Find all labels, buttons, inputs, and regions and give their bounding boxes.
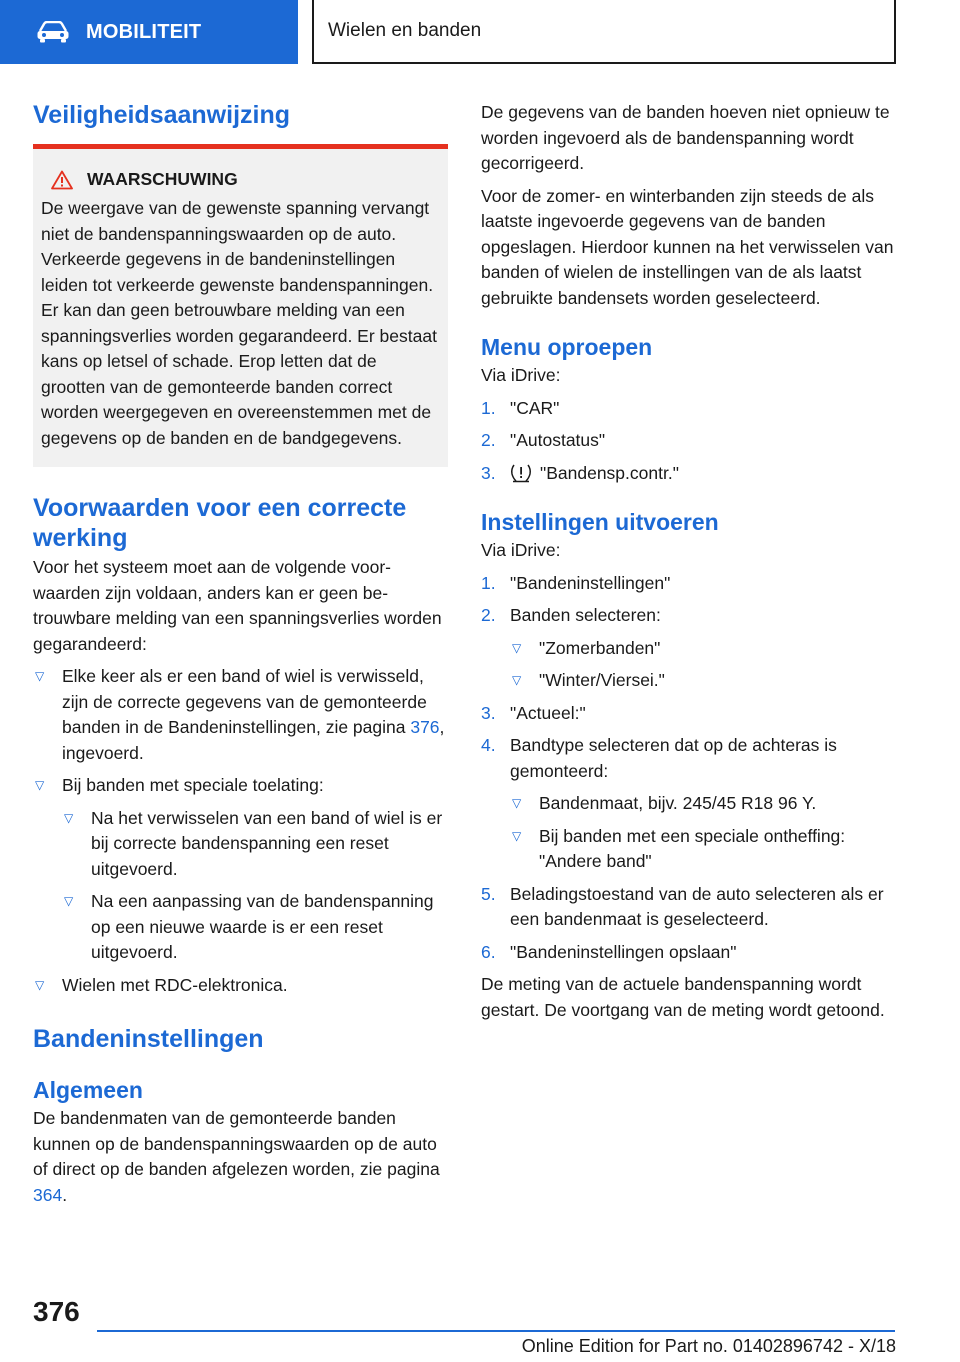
car-icon: [36, 21, 70, 43]
footer-divider: [97, 1330, 895, 1332]
right-column: [481, 100, 897, 1023]
list-item: 5. Beladingstoestand van de auto selecteren als er een bandenmaat is geselecteerd.: [481, 883, 884, 929]
list-item: 4. Bandtype selecteren dat op de achteras is gemonteerd: ▽ Bandenmaat, bijv. 245/45 R18 96 Y. ▽ Bij banden met een speciale ontheffing: "Andere band": [481, 733, 897, 875]
list-item: 1. "Bandeninstellingen": [481, 572, 671, 593]
menu-via: Via iDrive:: [481, 365, 561, 385]
sub-list: [510, 636, 897, 694]
list-item: ▽ Wielen met RDC-elektronica.: [33, 973, 448, 999]
section-title: MOBILITEIT: [86, 20, 202, 43]
heading-tire-settings: Bandeninstellingen: [33, 1025, 264, 1053]
page-number: 376: [33, 1296, 80, 1327]
paragraph-summer-winter: Voor de zomer- en winterbanden zijn steeds de als laatste ingevoerde gegevens van de banden opgeslagen. Hierdoor kunnen na het verwisselen van banden of wielen de instellingen van de als laatst gebruikte bandensets worden geselecteerd.: [481, 185, 894, 308]
settings-via: Via iDrive:: [481, 540, 561, 560]
heading-general: Algemeen: [33, 1077, 143, 1103]
list-item: ▽ Bandenmaat, bijv. 245/45 R18 96 Y.: [510, 791, 897, 817]
warning-box: [33, 144, 448, 467]
paragraph-no-reentry: De gegevens van de banden hoeven niet opnieuw te worden ingevoerd als de bandenspanning wordt gecorrigeerd.: [481, 102, 890, 173]
list-item: ▽ Bij banden met een speciale ontheffing: "Andere band": [510, 824, 897, 875]
heading-settings: Instellingen uitvoeren: [481, 509, 719, 535]
footer-edition: Online Edition for Part no. 01402896742 - X/18: [521, 1336, 896, 1356]
warning-triangle-icon: [51, 170, 73, 190]
page-link-376[interactable]: 376: [410, 717, 440, 737]
warning-title: WAARSCHUWING: [87, 169, 238, 189]
warning-title-row: [41, 169, 440, 190]
menu-steps: [481, 396, 897, 487]
requirements-list: [33, 664, 448, 998]
list-item: ▽ "Winter/Viersei.": [510, 668, 897, 694]
list-item: 2. Banden selecteren: ▽ "Zomerbanden" ▽ "Winter/Viersei.": [481, 603, 897, 694]
list-item: 3. "Actueel:": [481, 702, 586, 723]
list-item: 1. "CAR": [481, 397, 560, 418]
list-item: 6. "Bandeninstellingen opslaan": [481, 941, 737, 962]
left-column: [33, 100, 448, 1208]
heading-menu: Menu oproepen: [481, 334, 653, 360]
list-item: ▽ Elke keer als er een band of wiel is verwisseld, zijn de correcte gegevens van de gemonteerde banden in de Bandeninstellingen, zie pagina 376, ingevoerd.: [33, 664, 448, 766]
list-item: ▽ Bij banden met speciale toelating: ▽ Na het verwisselen van een band of wiel is er bij correcte bandenspanning een reset uitgevoerd. ▽ Na een aanpassing van de bandenspanning op een nieuwe waarde is er een reset uitgevoerd.: [33, 773, 448, 966]
general-text: De bandenmaten van de gemonteerde banden kunnen op de bandenspanningswaarden op de auto of direct op de banden afgelezen worden, zie pagina 364.: [33, 1108, 440, 1205]
list-item: ▽ "Zomerbanden": [510, 636, 897, 662]
list-item: 3. "Bandensp.contr.": [481, 462, 679, 483]
requirements-intro: Voor het systeem moet aan de volgende voorwaarden zijn voldaan, anders kan er geen betrouwbare melding van een spanningsverlies worden gegarandeerd:: [33, 557, 442, 654]
list-item: ▽ Na het verwisselen van een band of wiel is er bij correcte bandenspanning een reset uitgevoerd.: [62, 806, 448, 883]
tire-pressure-icon: [510, 463, 532, 483]
sub-list: [62, 806, 448, 966]
chapter-title: Wielen en banden: [328, 20, 482, 41]
page-link-364[interactable]: 364: [33, 1184, 63, 1205]
warning-text: De weergave van de gewenste spanning vervangt niet de bandenspanningswaarden op de auto. Verkeerde gegevens in de bandeninstellingen leiden tot verkeerde gewenste bandenspanningen. Er kan dan geen betrouwbare melding van een spanningsverlies worden gegarandeerd. Er bestaat kans op letsel of schade. Erop letten dat de grootten van de gemonteerde banden correct worden weergegeven en overeenstemmen met de gegevens op de banden en de bandgegevens.: [41, 198, 437, 448]
heading-requirements: Voorwaarden voor een correcte werking: [33, 494, 407, 552]
list-item: ▽ Na een aanpassing van de bandenspanning op een nieuwe waarde is er een reset uitgevoerd.: [62, 889, 448, 966]
section-tab: [0, 0, 298, 64]
sub-list: [510, 791, 897, 875]
settings-steps: [481, 571, 897, 966]
closing-text: De meting van de actuele bandenspanning wordt gestart. De voortgang van de meting wordt getoond.: [481, 974, 885, 1020]
heading-safety: Veiligheidsaanwijzing: [33, 101, 291, 129]
chapter-header: [312, 0, 896, 64]
list-item: 2. "Autostatus": [481, 430, 606, 450]
